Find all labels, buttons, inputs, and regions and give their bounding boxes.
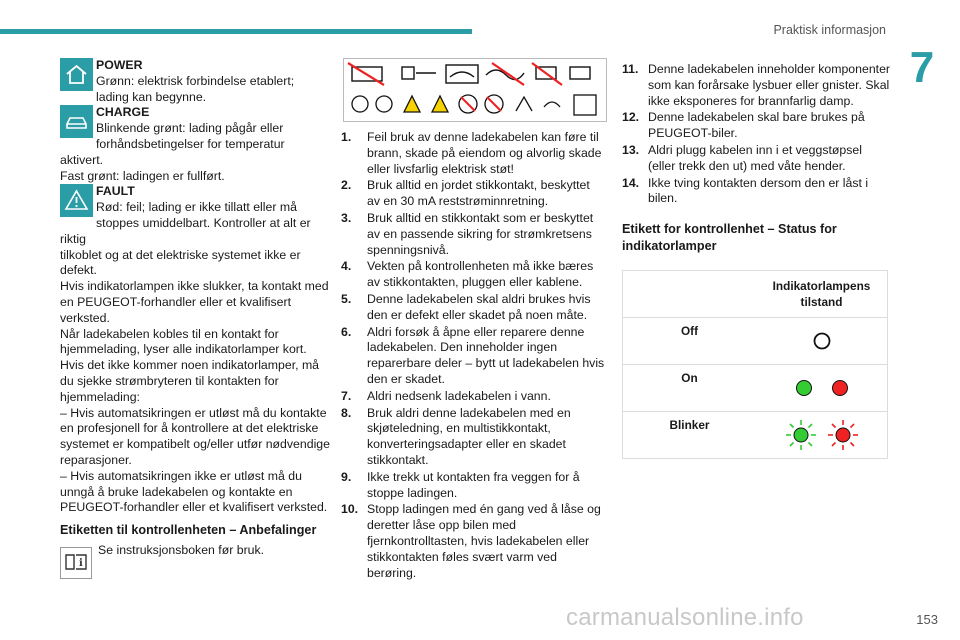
table-row	[623, 317, 887, 364]
warning-triangle-icon	[60, 184, 93, 217]
list-item: 8. Bruk aldri denne ladekabelen med en skjøteledning, en multistikkontakt, konverteringsadapter eller en skadet stikkontakt.	[341, 405, 571, 467]
indicator-charge	[60, 105, 330, 184]
paragraph: Hvis indikatorlampen ikke slukker, ta kontakt med en PEUGEOT-forhandler eller et kvalifisert verksted.	[60, 279, 329, 325]
list-item: 6. Aldri forsøk å åpne eller reparere denne ladekabelen. Den inneholder ingen reparerbare deler – bytt ut ladekabelen hvis den er skadet.	[341, 324, 605, 386]
warning-pictograms	[344, 59, 606, 121]
indicator-title: POWER	[96, 58, 143, 72]
lamp-red-icon	[830, 378, 850, 398]
header-accent-bar	[0, 29, 472, 34]
column-2	[341, 58, 606, 582]
indicator-power	[60, 58, 330, 105]
row-label: On	[681, 371, 698, 386]
list-item: 4. Vekten på kontrollenheten må ikke bæres av stikkontakten, pluggen eller kablene.	[341, 259, 594, 290]
svg-text:i: i	[79, 558, 83, 570]
row-label: Off	[680, 324, 699, 339]
list-item: 11. Denne ladekabelen inneholder komponenter som kan forårsake lysbuer eller gnister. Skal ikke eksponeres for brannfarlig damp.	[622, 62, 891, 108]
indicator-line: Fast grønt: ladingen er fullført.	[60, 168, 225, 183]
indicator-status-table	[622, 270, 888, 459]
list-item: 9. Ikke trekk ut kontakten fra veggen for å stoppe ladingen.	[341, 469, 580, 500]
indicator-line: Grønn: elektrisk forbindelse etablert;	[96, 73, 295, 88]
manual-book-icon	[60, 547, 92, 579]
car-icon	[60, 105, 93, 138]
paragraph: – Hvis automatsikringen ikke er utløst må du unngå å bruke ladekabelen og kontakte en PEUGEOT-forhandler eller et kvalifisert verksted.	[60, 468, 328, 515]
paragraph: Når ladekabelen kobles til en kontakt for hjemmelading, lyser alle indikatorlamper kort.	[60, 326, 307, 357]
lamp-green-icon	[794, 378, 814, 398]
chapter-number: 7	[909, 43, 935, 92]
home-icon	[60, 58, 93, 91]
table-row	[623, 364, 887, 411]
list-item: 10. Stopp ladingen med én gang ved å låse og deretter låse opp bilen med fjernkontrolltasten, hvis ladekabelen eller stikkontakten føles svært varm ved berøring.	[341, 502, 601, 580]
column-3	[622, 58, 892, 459]
indicator-fault	[60, 184, 330, 279]
indicator-line: defekt.	[60, 263, 97, 278]
manual-note-text: Se instruksjonsboken før bruk.	[98, 543, 265, 558]
indicator-line: stoppes umiddelbart. Kontroller at alt er riktig	[60, 215, 311, 246]
list-item: 12. Denne ladekabelen skal bare brukes på PEUGEOT-biler.	[622, 110, 865, 141]
paragraph: Hvis det ikke kommer noen indikatorlamper, må du sjekke strømbryteren til kontakten for hjemmelading:	[60, 358, 320, 404]
indicator-line: Rød: feil; lading er ikke tillatt eller må	[96, 200, 297, 215]
lamp-off-icon	[812, 331, 832, 351]
list-item: 3. Bruk alltid en stikkontakt som er beskyttet av en passende sikring for strømkretsens spenningsnivå.	[341, 210, 594, 257]
indicator-title: FAULT	[96, 184, 135, 199]
indicator-title: CHARGE	[96, 105, 150, 120]
list-item: 2. Bruk alltid en jordet stikkontakt, beskyttet av en 30 mA reststrøminnretning.	[341, 178, 590, 209]
table-header: Indikatorlampens tilstand	[772, 279, 871, 310]
paragraph: – Hvis automatsikringen er utløst må du kontakte en profesjonell for å kontrollere at det elektriske systemet er kompatibelt og/eller utfør nødvendige reparasjoner.	[60, 405, 330, 467]
watermark: carmanualsonline.info	[566, 604, 804, 631]
indicator-line: forhåndsbetingelser for temperatur aktivert.	[60, 136, 285, 167]
list-item: 13. Aldri plugg kabelen inn i et veggstøpsel (eller trekk den ut) med våte hender.	[622, 142, 862, 173]
list-item: 7. Aldri nedsenk ladekabelen i vann.	[341, 388, 551, 403]
table-header-row	[623, 271, 887, 317]
list-item: 14. Ikke tving kontakten dersom den er låst i bilen.	[622, 175, 869, 206]
list-item: 5. Denne ladekabelen skal aldri brukes hvis den er defekt eller skadet på noen måte.	[341, 291, 591, 322]
indicator-line: lading kan begynne.	[96, 89, 207, 104]
table-row	[623, 411, 887, 458]
page-number: 153	[916, 612, 938, 627]
section-heading: Etikett for kontrollenhet – Status for indikatorlamper	[622, 222, 837, 254]
lamp-green-blinking-icon	[784, 418, 818, 452]
recommendations-list-2	[622, 62, 892, 207]
column-1	[60, 58, 330, 579]
list-item: 1. Feil bruk av denne ladekabelen kan føre til brann, skade på eiendom og alvorlig skade eller livsfarlig elektrisk støt!	[341, 130, 602, 176]
lamp-red-blinking-icon	[826, 418, 860, 452]
manual-note	[60, 543, 330, 570]
recommendations-list-1	[341, 130, 606, 581]
indicator-line: Blinkende grønt: lading pågår eller	[96, 121, 284, 136]
header-title: Praktisk informasjon	[773, 23, 886, 37]
row-label: Blinker	[669, 418, 710, 433]
section-heading: Etiketten til kontrollenheten – Anbefalinger	[60, 523, 317, 538]
indicator-line: tilkoblet og at det elektriske systemet ikke er	[60, 247, 301, 262]
control-unit-label-image	[343, 58, 607, 122]
